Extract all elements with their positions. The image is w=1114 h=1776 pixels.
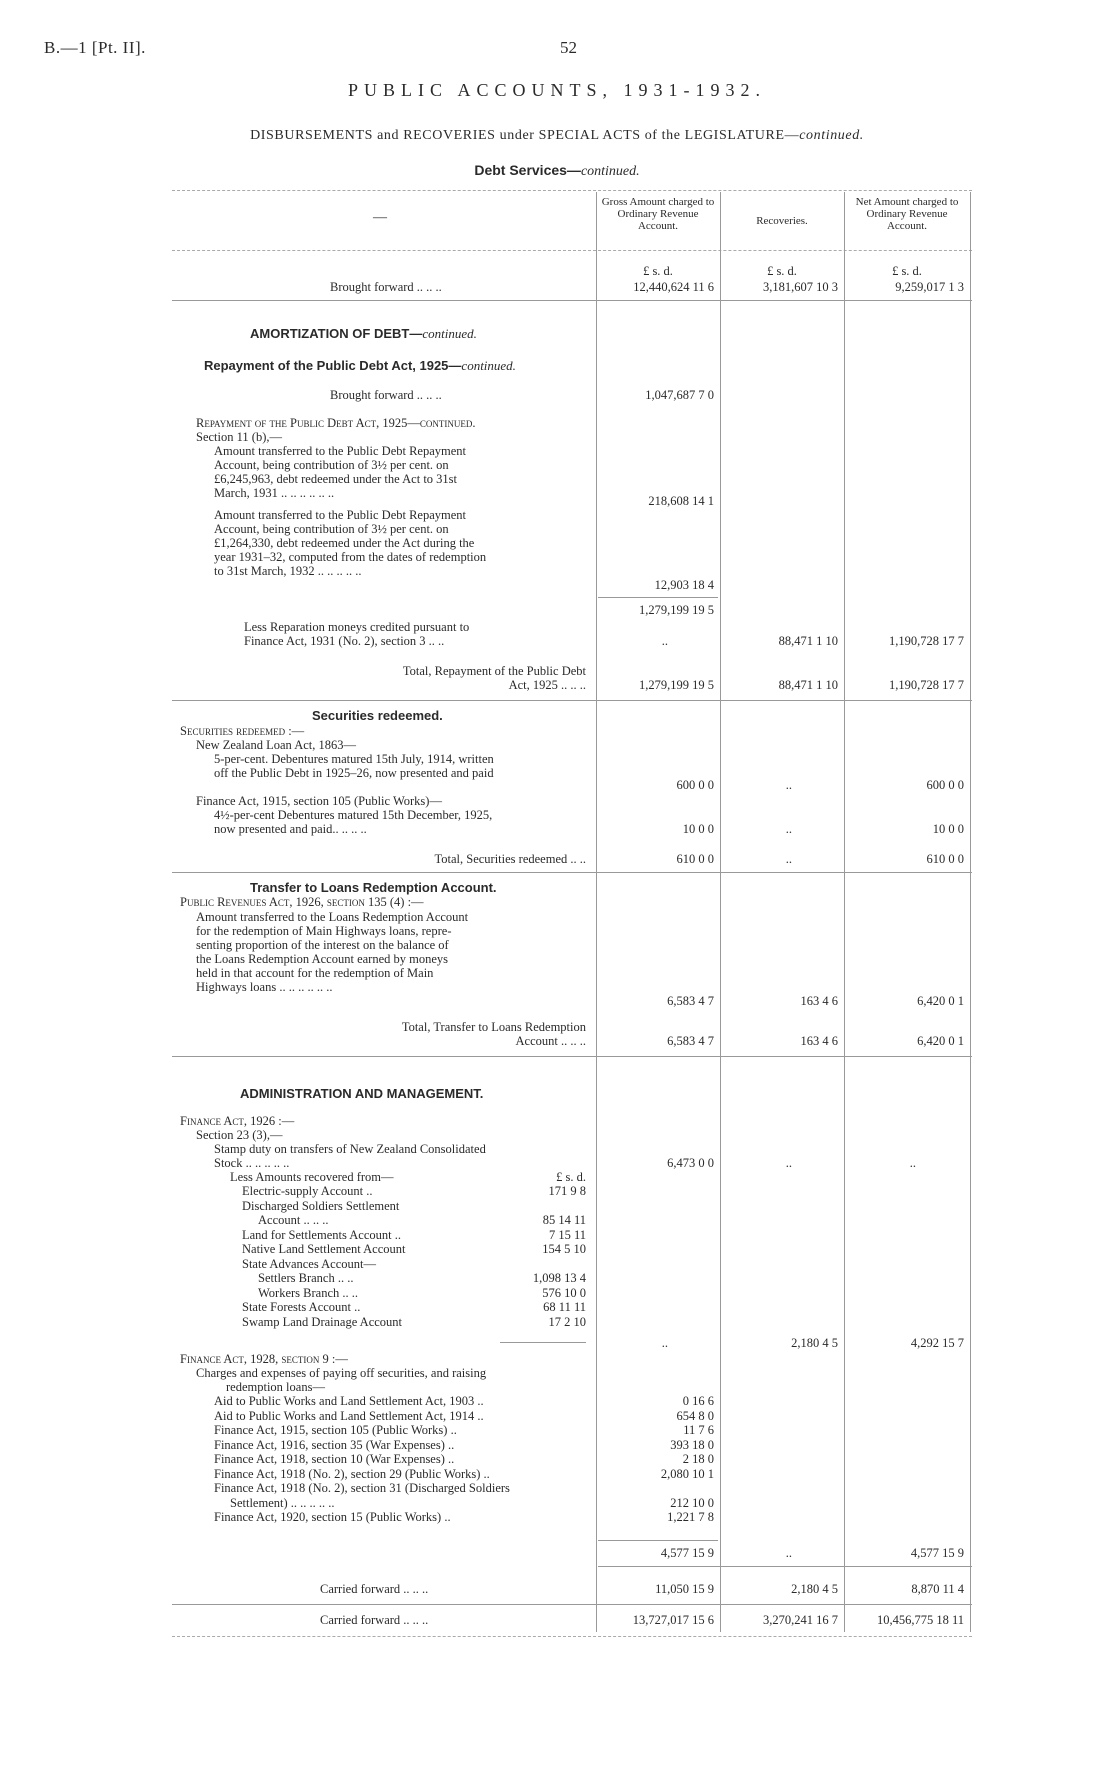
admin-stamp-net: ..: [909, 1156, 916, 1170]
reparation-less: [244, 620, 469, 648]
repayment-total-label-line: Total, Repayment of the Public Debt: [402, 664, 586, 678]
securities-total-label: Total, Securities redeemed .. ..: [434, 852, 586, 866]
repayment-subtotal-gross: 1,279,199 19 5: [639, 603, 714, 617]
admin-charge-row: [214, 1394, 714, 1409]
admin-less-row: [242, 1184, 586, 1199]
admin-less-net: 4,292 15 7: [910, 1336, 964, 1350]
transfer-item-line: held in that account for the redemption of Main: [196, 966, 434, 980]
charges-total-gross: 4,577 15 9: [660, 1546, 714, 1560]
admin-less-row-label: Land for Settlements Account ..: [242, 1227, 401, 1242]
brought-forward-rule: [172, 300, 972, 301]
admin-charge-row: [214, 1481, 714, 1496]
admin-charge-row-label: Aid to Public Works and Land Settlement Act, 1903 ..: [214, 1394, 484, 1408]
admin-less-row-label: Workers Branch .. ..: [258, 1285, 359, 1300]
admin-charge-row: [214, 1452, 714, 1467]
admin-less-row-label: Swamp Land Drainage Account: [242, 1314, 403, 1329]
repayment-item1-line: Account, being contribution of 3½ per cent. on: [214, 458, 449, 472]
admin-charge-row: [214, 1438, 714, 1453]
securities-item2-line: now presented and paid.. .. .. ..: [214, 822, 367, 836]
repayment-item1-line: £6,245,963, debt redeemed under the Act to 31st: [214, 472, 457, 486]
transfer-total-label-line: Total, Transfer to Loans Redemption: [401, 1020, 586, 1034]
securities-total-rule: [172, 872, 972, 873]
admin-less-row-value: 85 14 11: [542, 1213, 586, 1227]
admin-less-row-label: State Advances Account—: [242, 1256, 376, 1271]
charges-rule: [598, 1540, 718, 1541]
repayment-total-net: 1,190,728 17 7: [889, 678, 964, 692]
securities-item1: [214, 752, 494, 780]
transfer-total-rule: [172, 1056, 972, 1057]
carried-forward-2-recoveries: 3,270,241 16 7: [763, 1613, 838, 1627]
securities-item2-recoveries: ..: [785, 822, 792, 836]
repayment-item1-line: Amount transferred to the Public Debt Repayment: [214, 444, 467, 458]
currency-net: £ s. d.: [892, 264, 922, 278]
admin-charge-row: [214, 1510, 714, 1525]
admin-charge-row-value: 2 18 0: [682, 1452, 714, 1466]
charges-total-net: 4,577 15 9: [910, 1546, 964, 1560]
page-reference: B.—1 [Pt. II].: [44, 38, 146, 57]
admin-less-row-value: 154 5 10: [542, 1242, 586, 1256]
carried-forward-1-label: Carried forward .. .. ..: [320, 1582, 429, 1596]
securities-total-gross: 610 0 0: [676, 852, 714, 866]
subtotal-rule: [598, 597, 718, 598]
admin-stamp-recoveries: ..: [785, 1156, 792, 1170]
admin-charge-row: [214, 1409, 714, 1424]
reparation-net: 1,190,728 17 7: [889, 634, 964, 648]
repayment-subheading: [204, 358, 516, 374]
amortization-heading: [250, 326, 477, 342]
admin-charge-row-value: 393 18 0: [670, 1437, 714, 1452]
charges-total-recoveries: ..: [785, 1546, 792, 1560]
securities-total-net: 610 0 0: [926, 852, 964, 866]
page-subtitle: [0, 128, 1114, 144]
admin-charge-row: [214, 1467, 714, 1482]
admin-less-label: Less Amounts recovered from—: [230, 1170, 394, 1184]
admin-charge-row-value: 654 8 0: [676, 1408, 714, 1423]
repayment-item2-line: year 1931–32, computed from the dates of redemption: [214, 550, 487, 564]
admin-less-row: [242, 1213, 586, 1228]
carried-forward-2-gross: 13,727,017 15 6: [632, 1613, 714, 1627]
admin-less-gross: ..: [661, 1336, 668, 1350]
admin-less-row-label: Electric-supply Account ..: [242, 1184, 373, 1198]
repayment-total-rule: [172, 700, 972, 701]
admin-stamp-line: Stock .. .. .. .. ..: [214, 1156, 290, 1170]
transfer-total-net: 6,420 0 1: [917, 1034, 964, 1048]
col-header-recoveries: Recoveries.: [756, 215, 808, 227]
transfer-item-line: for the redemption of Main Highways loans, repre-: [196, 924, 452, 938]
admin-less-rule: [500, 1342, 586, 1343]
admin-less-row: [242, 1300, 586, 1315]
currency-gross: £ s. d.: [643, 264, 673, 278]
securities-act: New Zealand Loan Act, 1863—: [196, 738, 357, 752]
admin-charge-row-label: Finance Act, 1915, section 105 (Public Works) ..: [214, 1423, 457, 1437]
transfer-item: [196, 910, 468, 994]
brought-forward-gross: 12,440,624 11 6: [633, 280, 714, 294]
carried-forward-1-gross: 11,050 15 9: [655, 1582, 714, 1596]
repayment-item2-line: to 31st March, 1932 .. .. .. .. ..: [214, 564, 362, 578]
securities-item1-recoveries: ..: [785, 778, 792, 792]
repayment-item1-gross: 218,608 14 1: [648, 494, 714, 508]
admin-less-row-label: Native Land Settlement Account: [242, 1242, 406, 1256]
repayment-subheading-main: Repayment of the Public Debt Act, 1925—: [204, 358, 462, 373]
section-cont: continued.: [580, 164, 640, 179]
reparation-recoveries: 88,471 1 10: [778, 634, 838, 648]
transfer-item-net: 6,420 0 1: [917, 994, 964, 1008]
admin-less-row: [242, 1271, 586, 1286]
transfer-item-gross: 6,583 4 7: [667, 994, 714, 1008]
admin-less-row-label: Discharged Soldiers Settlement: [242, 1198, 400, 1213]
admin-stamp-line: Stamp duty on transfers of New Zealand Consolidated: [214, 1142, 486, 1156]
transfer-act: Public Revenues Act, 1926, section 135 (4) :—: [180, 895, 424, 909]
section-main: Debt Services—: [474, 162, 581, 178]
carried-forward-1-recoveries: 2,180 4 5: [791, 1582, 838, 1596]
carried-forward-1-net: 8,870 11 4: [911, 1582, 964, 1596]
brought-forward-net: 9,259,017 1 3: [895, 280, 964, 294]
subtitle-main: DISBURSEMENTS and RECOVERIES under SPECIAL ACTS of the LEGISLATURE—: [250, 128, 800, 143]
admin-charge-row-label: Finance Act, 1920, section 15 (Public Works) ..: [214, 1510, 451, 1524]
repayment-total-label-line: Act, 1925 .. .. ..: [508, 678, 586, 692]
transfer-total-label: [324, 1020, 586, 1048]
securities-item2-net: 10 0 0: [932, 822, 964, 836]
transfer-item-line: senting proportion of the interest on the balance of: [196, 938, 449, 952]
securities-item2: [214, 808, 492, 836]
securities-item1-line: off the Public Debt in 1925–26, now presented and paid: [214, 766, 494, 780]
repayment-item2-line: Amount transferred to the Public Debt Repayment: [214, 508, 467, 522]
admin-charge-row-value: 11 7 6: [683, 1423, 714, 1437]
admin-less-row-label: State Forests Account ..: [242, 1300, 361, 1314]
securities-label: Securities redeemed :—: [180, 724, 305, 738]
admin-less-row-value: 17 2 10: [548, 1314, 586, 1329]
amortization-brought-forward-label: Brought forward .. .. ..: [330, 388, 442, 402]
transfer-item-line: Highways loans .. .. .. .. .. ..: [196, 980, 333, 994]
admin-less-row: [242, 1242, 586, 1257]
admin-charges-line: redemption loans—: [226, 1380, 325, 1394]
transfer-total-gross: 6,583 4 7: [667, 1034, 714, 1048]
securities-heading: Securities redeemed.: [312, 708, 443, 723]
subtitle-cont: continued.: [799, 128, 864, 143]
admin-less-row-label: Account .. .. ..: [258, 1213, 329, 1227]
securities-item1-line: 5-per-cent. Debentures matured 15th July, 1914, written: [214, 752, 494, 766]
currency-recoveries: £ s. d.: [767, 264, 797, 278]
admin-less-currency: £ s. d.: [556, 1170, 586, 1184]
repayment-item2-gross: 12,903 18 4: [654, 578, 714, 592]
repayment-item2-line: £1,264,330, debt redeemed under the Act during the: [214, 536, 475, 550]
repayment-total-recoveries: 88,471 1 10: [778, 678, 838, 692]
reparation-gross: ..: [661, 634, 668, 648]
admin-charge-row: [214, 1496, 714, 1511]
repayment-total-label: [324, 664, 586, 692]
carried-forward-2-net: 10,456,775 18 11: [876, 1613, 964, 1627]
admin-less-row: [242, 1315, 586, 1330]
transfer-item-line: Amount transferred to the Loans Redemption Account: [196, 910, 469, 924]
admin-less-list: [242, 1184, 586, 1329]
admin-charge-row-label: Finance Act, 1918 (No. 2), section 31 (Discharged Soldiers: [214, 1481, 510, 1495]
repayment-item2-line: Account, being contribution of 3½ per cent. on: [214, 522, 449, 536]
admin-less-row: [242, 1228, 586, 1243]
admin-charge-row-value: 2,080 10 1: [660, 1466, 714, 1481]
repayment-section-line: Section 11 (b),—: [196, 430, 282, 444]
brought-forward-label: Brought forward .. .. ..: [330, 280, 442, 294]
col-header-blank: —: [373, 210, 387, 225]
page-number: 52: [560, 38, 577, 57]
admin-less-row-value: 7 15 11: [548, 1227, 586, 1242]
admin-less-row: [242, 1199, 586, 1214]
transfer-total-label-line: Account .. .. ..: [515, 1034, 586, 1048]
brought-forward-recoveries: 3,181,607 10 3: [763, 280, 838, 294]
admin-charge-row-value: 212 10 0: [670, 1495, 714, 1510]
admin-act2: Finance Act, 1928, section 9 :—: [180, 1352, 348, 1366]
admin-charge-row-label: Finance Act, 1918 (No. 2), section 29 (Public Works) ..: [214, 1466, 490, 1481]
admin-section: Section 23 (3),—: [196, 1128, 283, 1142]
securities-item1-gross: 600 0 0: [676, 778, 714, 792]
admin-less-row: [242, 1286, 586, 1301]
admin-charges: [196, 1366, 486, 1394]
repayment-total-gross: 1,279,199 19 5: [639, 678, 714, 692]
admin-less-row-value: 68 11 11: [543, 1300, 586, 1314]
page-title: PUBLIC ACCOUNTS, 1931-1932.: [347, 80, 767, 100]
admin-charges-line: Charges and expenses of paying off securities, and raising: [196, 1366, 487, 1380]
table-top-rule: [172, 190, 972, 191]
admin-charge-list: [214, 1394, 714, 1525]
admin-act1: Finance Act, 1926 :—: [180, 1114, 295, 1128]
securities-item2-gross: 10 0 0: [682, 822, 714, 836]
amortization-brought-forward-gross: 1,047,687 7 0: [645, 388, 714, 402]
admin-charge-row-label: Finance Act, 1918, section 10 (War Expenses) ..: [214, 1452, 455, 1466]
repayment-item1-line: March, 1931 .. .. .. .. .. ..: [214, 486, 335, 500]
col-rule-recoveries: [720, 192, 721, 1632]
repayment-item1: [214, 444, 466, 500]
admin-less-row-value: 576 10 0: [542, 1285, 586, 1300]
table-header-rule: [172, 250, 972, 251]
amortization-heading-cont: continued.: [422, 326, 477, 341]
amortization-heading-main: AMORTIZATION OF DEBT—: [250, 326, 423, 341]
admin-charge-row: [214, 1423, 714, 1438]
admin-charge-row-value: 0 16 6: [682, 1394, 714, 1408]
admin-heading: ADMINISTRATION AND MANAGEMENT.: [240, 1086, 484, 1101]
admin-charge-row-label: Settlement) .. .. .. .. ..: [230, 1495, 335, 1510]
col-rule-net: [844, 192, 845, 1632]
admin-charge-row-value: 1,221 7 8: [667, 1510, 714, 1524]
col-rule-right: [970, 192, 971, 1632]
transfer-item-recoveries: 163 4 6: [800, 994, 838, 1008]
admin-less-row-value: 171 9 8: [548, 1184, 586, 1198]
admin-stamp-gross: 6,473 0 0: [667, 1156, 714, 1170]
admin-less-recoveries: 2,180 4 5: [791, 1336, 838, 1350]
securities-item1-net: 600 0 0: [926, 778, 964, 792]
repayment-item2: [214, 508, 486, 578]
transfer-item-line: the Loans Redemption Account earned by moneys: [196, 952, 449, 966]
reparation-less-line: Less Reparation moneys credited pursuant to: [244, 620, 470, 634]
carried-forward-1-rule: [598, 1566, 972, 1567]
reparation-less-line: Finance Act, 1931 (No. 2), section 3 .. ..: [244, 634, 445, 648]
section-title: [0, 162, 1114, 180]
table-bottom-rule: [172, 1636, 972, 1637]
admin-less-row-value: 1,098 13 4: [532, 1271, 586, 1285]
repayment-act-line: Repayment of the Public Debt Act, 1925—continued.: [196, 416, 476, 430]
securities-item2-line: 4½-per-cent Debentures matured 15th December, 1925,: [214, 808, 493, 822]
admin-less-row-label: Settlers Branch .. ..: [258, 1271, 354, 1285]
admin-charge-row-label: Aid to Public Works and Land Settlement Act, 1914 ..: [214, 1408, 484, 1423]
carried-forward-1-bottom-rule: [172, 1604, 972, 1605]
col-header-gross: Gross Amount charged to Ordinary Revenue Account.: [601, 196, 715, 232]
admin-stamp: [214, 1142, 486, 1170]
transfer-total-recoveries: 163 4 6: [800, 1034, 838, 1048]
securities-act2: Finance Act, 1915, section 105 (Public Works)—: [196, 794, 442, 808]
securities-total-recoveries: ..: [785, 852, 792, 866]
carried-forward-2-label: Carried forward .. .. ..: [320, 1613, 429, 1627]
admin-less-row: [242, 1257, 586, 1272]
admin-charge-row-label: Finance Act, 1916, section 35 (War Expenses) ..: [214, 1437, 455, 1452]
transfer-heading: Transfer to Loans Redemption Account.: [250, 880, 497, 895]
col-header-net: Net Amount charged to Ordinary Revenue Account.: [855, 196, 959, 232]
repayment-subheading-cont: continued.: [461, 358, 516, 373]
